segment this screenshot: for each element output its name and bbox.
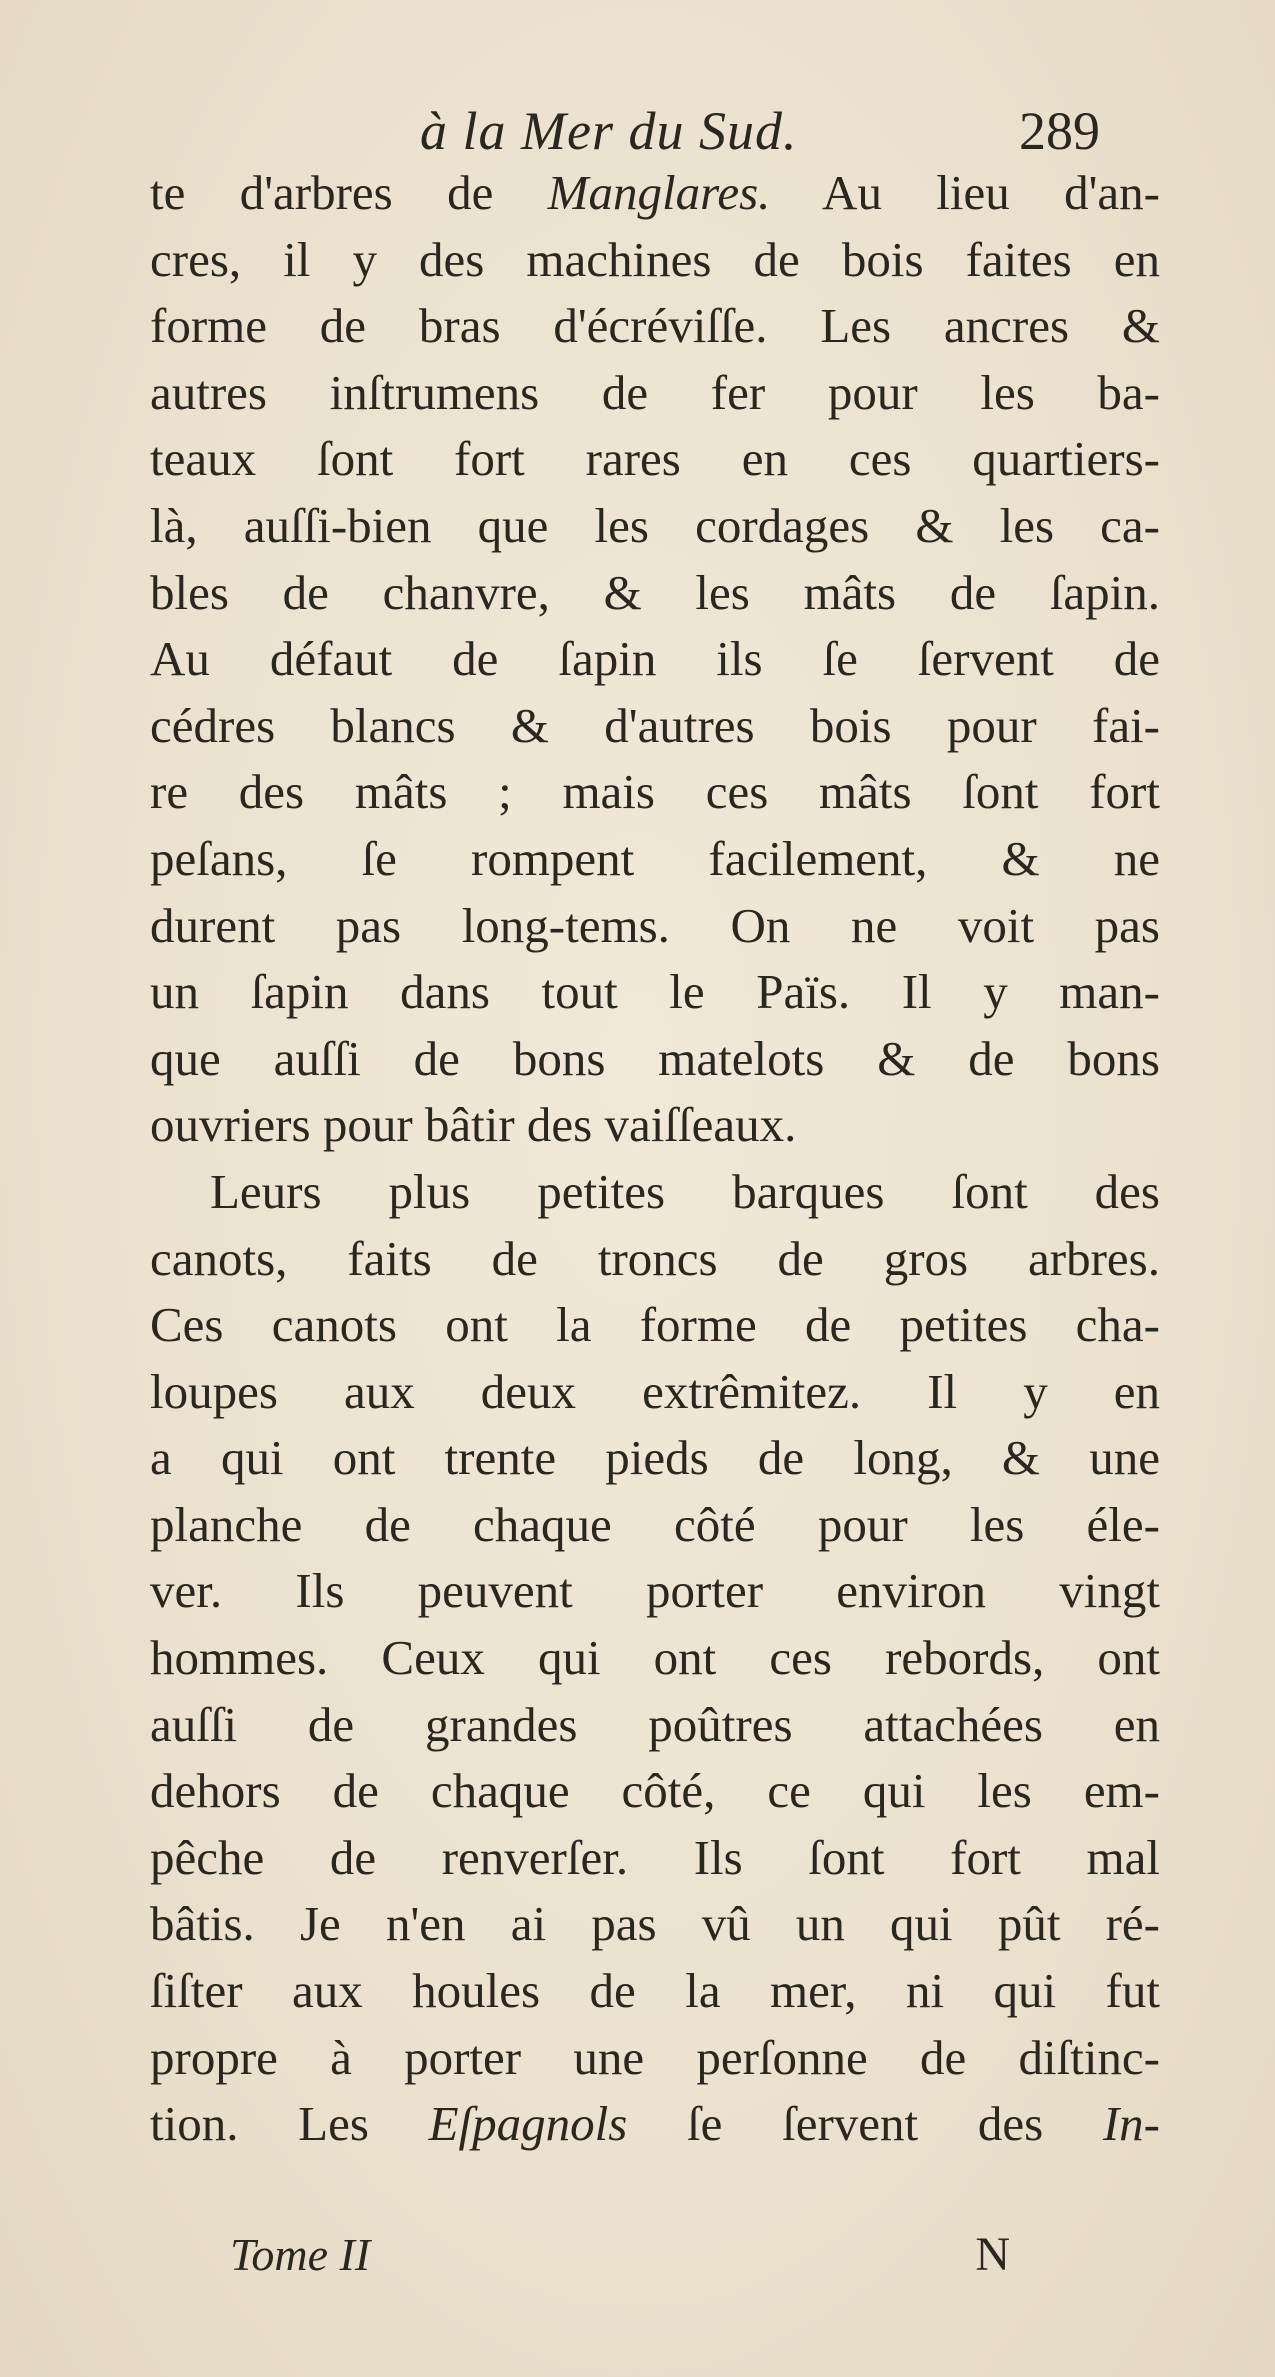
text-line [150,1958,1160,2025]
text-run: peſans, ſe rompent facilement, & ne [150,830,1160,886]
text-line [150,360,1160,427]
italic-text: Eſpagnols [428,2096,628,2152]
text-line [150,1226,1160,1293]
text-run: loupes aux deux extrêmitez. Il y en [150,1363,1160,1419]
text-line [150,1359,1160,1426]
text-run: Au défaut de ſapin ils ſe ſervent de [150,631,1160,687]
text-run: Leurs plus petites barques ſont des [210,1163,1160,1219]
text-run: pêche de renverſer. Ils ſont fort mal [150,1829,1160,1885]
page-header [150,96,1160,166]
text-line [150,1492,1160,1559]
text-line [150,1758,1160,1825]
text-run: là, auſſi-bien que les cordages & les ca- [150,497,1160,553]
text-run: Ces canots ont la forme de petites cha- [150,1297,1160,1353]
text-run: ſiſter aux houles de la mer, ni qui fut [150,1963,1160,2019]
text-run: hommes. Ceux qui ont ces rebords, ont [150,1630,1160,1686]
text-run: que auſſi de bons matelots & de bons [150,1030,1160,1086]
text-line [150,693,1160,760]
text-run: ver. Ils peuvent porter environ vingt [150,1563,1160,1619]
text-run: canots, faits de troncs de gros arbres. [150,1230,1160,1286]
text-line [150,493,1160,560]
catchword: N [975,2228,1010,2281]
text-line [150,626,1160,693]
text-line [150,826,1160,893]
text-line [150,1292,1160,1359]
text-line [150,1692,1160,1759]
text-line [150,1425,1160,1492]
text-line [150,959,1160,1026]
text-line [150,293,1160,360]
running-head: à la Mer du Sud. [420,101,798,161]
text-run: planche de chaque côté pour les éle- [150,1496,1160,1552]
text-run: autres inſtrumens de fer pour les ba- [150,364,1160,420]
text-line [150,1092,1160,1159]
text-line [150,1625,1160,1692]
text-run: forme de bras d'écréviſſe. Les ancres & [150,298,1160,354]
page-footer [230,2220,1010,2290]
text-run: durent pas long-tems. On ne voit pas [150,897,1160,953]
text-line [150,227,1160,294]
text-run: propre à porter une perſonne de diſtinc- [150,2029,1160,2085]
text-line [150,160,1160,227]
text-line [150,1026,1160,1093]
text-run: a qui ont trente pieds de long, & une [150,1430,1160,1486]
text-run: Au lieu d'an- [770,165,1160,220]
text-run: ouvriers pour bâtir des vaiſſeaux. [150,1097,797,1153]
text-run: tion. Les [150,2096,429,2152]
text-run: cédres blancs & d'autres bois pour fai- [150,697,1160,753]
text-line [150,426,1160,493]
text-line [150,2025,1160,2092]
text-line [150,1159,1160,1226]
text-line [150,560,1160,627]
text-run: re des mâts ; mais ces mâts ſont fort [150,764,1160,820]
text-run: teaux ſont fort rares en ces quartiers- [150,431,1160,487]
text-run: dehors de chaque côté, ce qui les em- [150,1763,1160,1819]
text-run: bâtis. Je n'en ai pas vû un qui pût ré- [150,1896,1160,1952]
signature-mark: Tome II [230,2229,371,2280]
text-line [150,2091,1160,2158]
text-run: te d'arbres de [150,165,548,220]
text-line [150,1891,1160,1958]
italic-text: Manglares. [547,165,771,220]
text-run: un ſapin dans tout le Païs. Il y man- [150,964,1160,1020]
text-line [150,1558,1160,1625]
page-number: 289 [1019,101,1100,161]
text-line [150,759,1160,826]
text-run: ſe ſervent des [627,2096,1103,2152]
text-line [150,893,1160,960]
text-run: cres, il y des machines de bois faites en [150,231,1160,287]
text-run: bles de chanvre, & les mâts de ſapin. [150,564,1160,620]
text-line [150,1825,1160,1892]
text-run: auſſi de grandes poûtres attachées en [150,1696,1160,1752]
body-text [150,160,1160,2158]
italic-text: In- [1102,2096,1160,2152]
